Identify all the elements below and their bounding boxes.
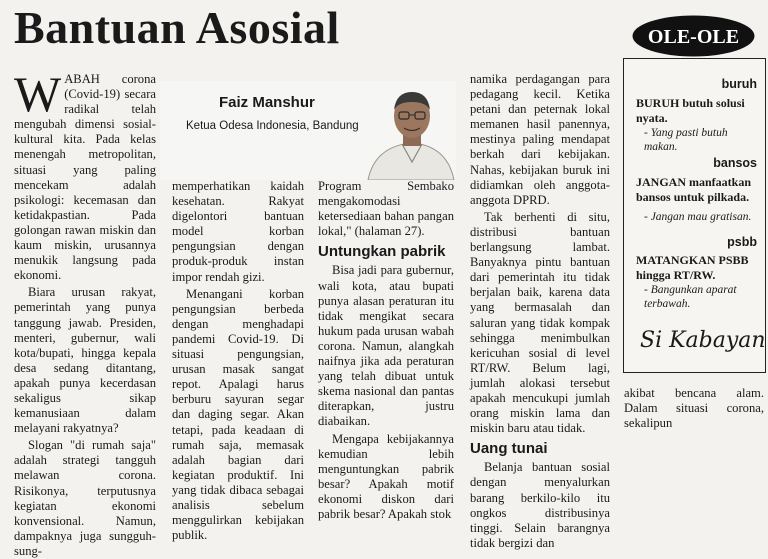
subheading: Uang tunai <box>470 440 548 458</box>
column-4 <box>470 72 610 551</box>
paragraph: memperhatikan kaidah kesehatan. Rakyat digelontori bantuan model korban pengungsian dengan produk-produk instan impor rendah gizi. <box>172 179 304 284</box>
paragraph: Program Sembako mengakomodasi ketersediaan bahan pangan lokal," (halaman 27). <box>318 179 454 239</box>
paragraph: Slogan "di rumah saja" adalah strategi tangguh melawan corona. Risikonya, terputusnya kegiatan ekonomi konvensional. Namun, dampaknya juga sungguh-sung- <box>14 438 156 558</box>
author-portrait <box>360 82 460 180</box>
ole-tag: buruh <box>721 77 757 91</box>
paragraph: akibat bencana alam. Dalam situasi corona, sekalipun <box>624 386 764 431</box>
si-kabayan-signature: Si Kabayan <box>640 328 766 353</box>
ole-news: JANGAN manfaatkan bansos untuk pilkada. <box>636 175 752 204</box>
ole-tag: bansos <box>713 156 757 170</box>
paragraph: Biara urusan rakyat, pemerintah yang punya tanggung jawab. Presiden, menteri, gubernur, wali kota/bupati, hingga kepala desa sedang ditantang, apakah punya kecerdasan sekaligus sikap kemanusiaan dalam melayani rakyatnya? <box>14 285 156 436</box>
paragraph: namika perdagangan para pedagang kecil. Ketika petani dan peternak lokal memanen hasil panennya, mestinya paling mendapat berkah dari kebijakan. Nahas, kebijakan buruk ini didiamkan oleh anggota-anggota DPRD. <box>470 72 610 207</box>
lead-paragraph: WABAH corona (Covid-19) secara radikal telah mengubah dimensi sosial-kultural kita. Pada kelas menengah metropolitan, situasi yang paling mencekam adalah psikologi: kecemasan dan ketidakpastian. Pada golongan rawan miskin dan kaum miskin, urusannya menukik langsung pada ekonomi. <box>14 66 156 283</box>
ole-news: MATANGKAN PSBB hingga RT/RW. <box>636 253 749 282</box>
ole-response: - Bangunkan aparat terbawah. <box>644 284 737 310</box>
paragraph: Belanja bantuan sosial dengan menyalurkan barang berkilo-kilo itu ongkos distribusinya tinggi. Selain barangnya tidak bergizi dan <box>470 460 610 550</box>
headline: Bantuan Asosial <box>14 2 340 53</box>
paragraph: Bisa jadi para gubernur, wali kota, atau bupati punya alasan peraturan itu tidak mengikat secara hukum pada urusan wabah corona. Namun, alangkah naifnya jika ada peraturan yang telah dibuat untuk skema nasional dan pantas diterapkan, justru diabaikan. <box>318 263 454 429</box>
svg-text:OLE-OLE: OLE-OLE <box>647 26 740 48</box>
ole-tag: psbb <box>727 235 757 249</box>
ole-ole-sidebar <box>623 58 766 373</box>
author-role: Ketua Odesa Indonesia, Bandung <box>186 120 359 132</box>
paragraph: Menangani korban pengungsian berbeda dengan menghadapi pandemi Covid-19. Di situasi pengungsian, urusan masak sangat repot. Apalagi harus berburu sayuran segar dan daging segar. Akan tetapi, pada keadaan di rumah saja, memasak adalah bagian dari kegiatan produktif. Ini yang tidak dibaca sebagai analisis sebelum menggulirkan kebijakan publik. <box>172 286 304 543</box>
drop-cap: W <box>14 66 62 122</box>
subheading: Untungkan pabrik <box>318 243 446 261</box>
ole-ole-logo <box>631 14 756 58</box>
column-3 <box>318 179 454 522</box>
column-5 <box>624 386 764 431</box>
paragraph: Tak berhenti di situ, distribusi bantuan berlangsung lambat. Banyaknya pintu bantuan dari pemerintah itu tidak berjalan baik, karena data yang bermasalah dan saluran yang tidak kompak sehingga menimbulkan kericuhan sosial di level RT/RW. Belum lagi, jumlah alokasi tersebut apakah mencukupi jumlah orang miskin lama dan miskin baru atau tidak. <box>470 209 610 436</box>
column-2 <box>172 179 304 543</box>
ole-response: - Yang pasti butuh makan. <box>644 127 728 153</box>
column-1 <box>14 66 156 559</box>
ole-response: - Jangan mau gratisan. <box>644 211 752 223</box>
paragraph: Mengapa kebijakannya kemudian lebih menguntungkan pabrik besar? Apakah motif ekonomi diskon dari pabrik besar? Apakah stok <box>318 431 454 521</box>
author-name: Faiz Manshur <box>219 94 315 111</box>
ole-news: BURUH butuh solusi nyata. <box>636 96 745 125</box>
